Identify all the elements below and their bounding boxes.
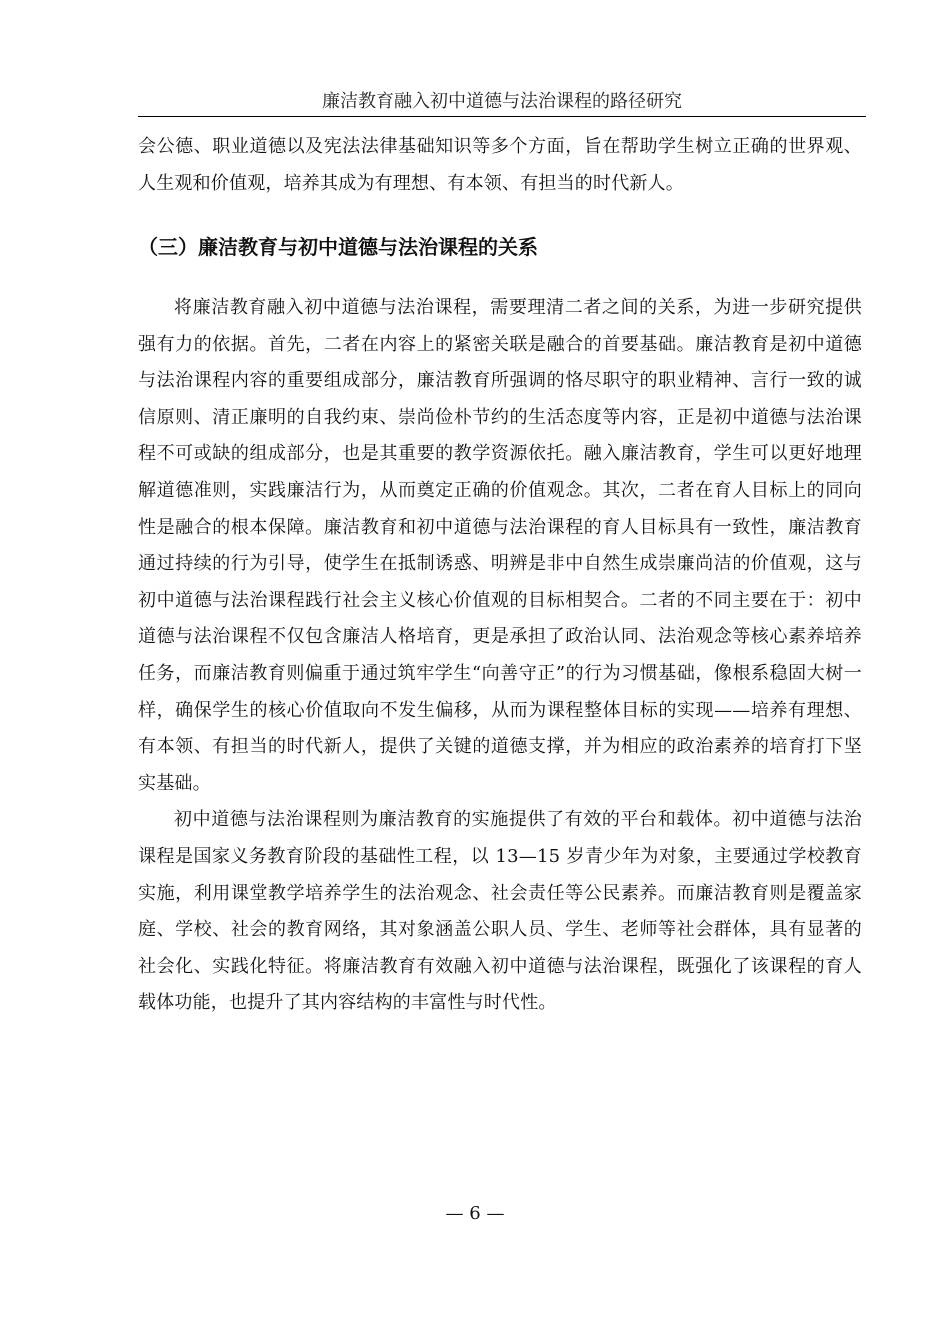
section-body (138, 290, 862, 1022)
continuation-paragraph (138, 129, 862, 202)
paragraph-1: 将廉洁教育融入初中道德与法治课程，需要理清二者之间的关系，为进一步研究提供强有力的依据。首先，二者在内容上的紧密关联是融合的首要基础。廉洁教育是初中道德与法治课程内容的重要组成部分，廉洁教育所强调的恪尽职守的职业精神、言行一致的诚信原则、清正廉明的自我约束、崇尚俭朴节约的生活态度等内容，正是初中道德与法治课程不可或缺的组成部分，也是其重要的教学资源依托。融入廉洁教育，学生可以更好地理解道德准则，实践廉洁行为，从而奠定正确的价值观念。其次，二者在育人目标上的同向性是融合的根本保障。廉洁教育和初中道德与法治课程的育人目标具有一致性，廉洁教育通过持续的行为引导，使学生在抵制诱惑、明辨是非中自然生成崇廉尚洁的价值观，这与初中道德与法治课程践行社会主义核心价值观的目标相契合。二者的不同主要在于：初中道德与法治课程不仅包含廉洁人格培育，更是承担了政治认同、法治观念等核心素养培养任务，而廉洁教育则偏重于通过筑牢学生“向善守正”的行为习惯基础，像根系稳固大树一样，确保学生的核心价值取向不发生偏移，从而为课程整体目标的实现——培养有理想、有本领、有担当的时代新人，提供了关键的道德支撑，并为相应的政治素养的培育打下坚实基础。 (138, 297, 862, 794)
section-heading: （三）廉洁教育与初中道德与法治课程的关系 (138, 235, 538, 259)
paragraph-text: 会公德、职业道德以及宪法法律基础知识等多个方面，旨在帮助学生树立正确的世界观、人生观和价值观，培养其成为有理想、有本领、有担当的时代新人。 (138, 136, 862, 194)
running-header: 廉洁教育融入初中道德与法治课程的路径研究 (322, 91, 682, 112)
header-rule (138, 116, 866, 117)
page-number: — 6 — (445, 1203, 505, 1224)
paragraph-2: 初中道德与法治课程则为廉洁教育的实施提供了有效的平台和载体。初中道德与法治课程是国家义务教育阶段的基础性工程，以 13—15 岁青少年为对象，主要通过学校教育实施，利用课堂教学培养学生的法治观念、社会责任等公民素养。而廉洁教育则是覆盖家庭、学校、社会的教育网络，其对象涵盖公职人员、学生、老师等社会群体，具有显著的社会化、实践化特征。将廉洁教育有效融入初中道德与法治课程，既强化了该课程的育人载体功能，也提升了其内容结构的丰富性与时代性。 (138, 809, 862, 1014)
